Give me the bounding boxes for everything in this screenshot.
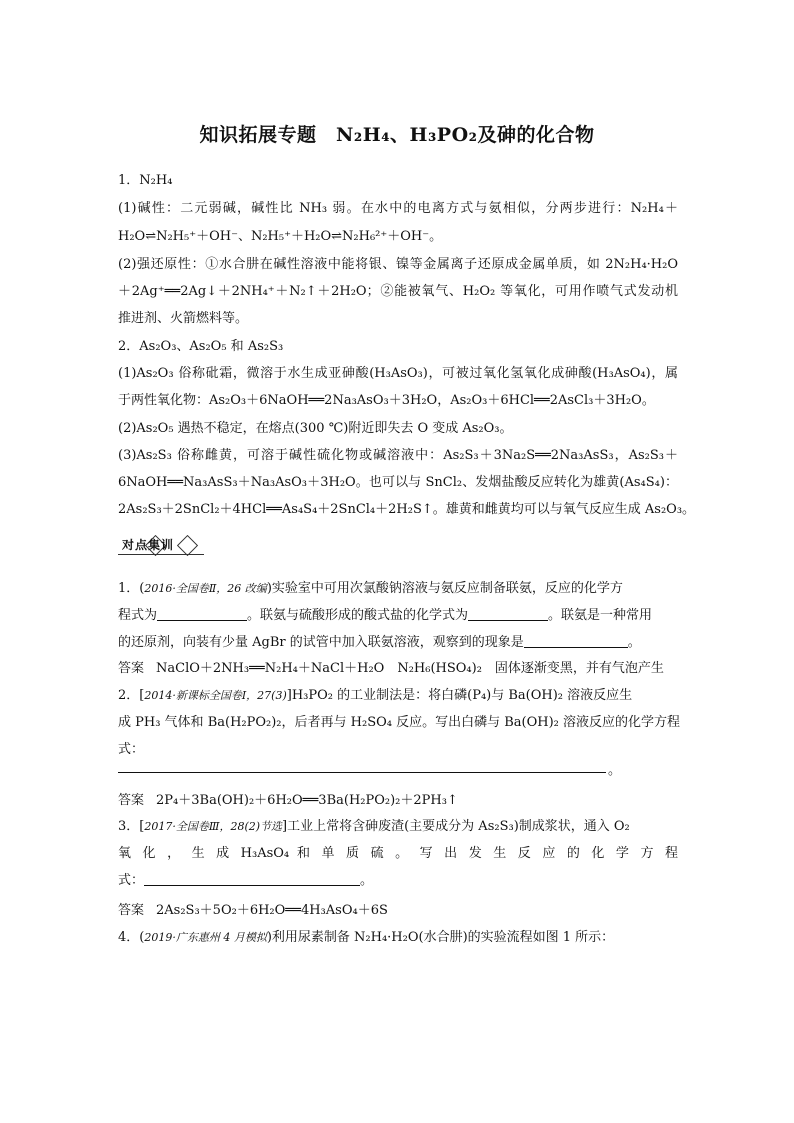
text-line: (1)As₂O₃ 俗称砒霜，微溶于水生成亚砷酸(H₃AsO₃)，可被过氧化氢氧化成砷酸(H₃AsO₄)，属 bbox=[118, 366, 678, 381]
text-line: 推进剂、火箭燃料等。 bbox=[118, 311, 249, 326]
question-3-answer: 答案 2As₂S₃＋5O₂＋6H₂O══4H₃AsO₄＋6S bbox=[118, 903, 388, 918]
question-source: 2017·全国卷Ⅲ，28(2)节选 bbox=[144, 820, 283, 833]
text-line: (1)碱性：二元弱碱，碱性比 NH₃ 弱。在水中的电离方式与氨相似，分两步进行：N₂H₄＋ bbox=[118, 201, 678, 216]
question-source: 2016·全国卷Ⅱ，26 改编 bbox=[144, 582, 267, 595]
page-title: 知识拓展专题 N₂H₄、H₃PO₂及砷的化合物 bbox=[199, 124, 595, 146]
question-source: 2014·新课标全国卷Ⅰ，27(3) bbox=[144, 689, 287, 702]
banner-label: 对点集训 bbox=[122, 538, 175, 552]
answer-blank[interactable] bbox=[468, 607, 548, 621]
question-source: 2019·广东惠州 4 月模拟 bbox=[144, 931, 267, 944]
text-line: 于两性氧化物：As₂O₃＋6NaOH══2Na₃AsO₃＋3H₂O，As₂O₃＋6HCl══2AsCl₃＋3H₂O。 bbox=[118, 393, 655, 408]
question-1-line-1: 1．(2016·全国卷Ⅱ，26 改编)实验室中可用次氯酸钠溶液与氨反应制备联氨，反应的化学方 bbox=[118, 581, 623, 596]
question-1-line-2: 程式为 。联氨与硫酸形成的酸式盐的化学式为 。联氨是一种常用 bbox=[118, 608, 653, 623]
question-3-line-1: 3．[2017·全国卷Ⅲ，28(2)节选]工业上常将含砷废渣(主要成分为 As₂S₃)制成浆状，通入 O₂ bbox=[118, 819, 630, 834]
text-line: 2As₂S₃＋2SnCl₂＋4HCl══As₄S₄＋2SnCl₄＋2H₂S↑。雄黄和雌黄均可以与氧气反应生成 As₂O₃。 bbox=[118, 502, 696, 517]
text-line: ＋2Ag⁺══2Ag↓＋2NH₄⁺＋N₂↑＋2H₂O；②能被氧气、H₂O₂ 等氧化，可用作喷气式发动机 bbox=[118, 284, 678, 299]
question-2-line-2: 成 PH₃ 气体和 Ba(H₂PO₂)₂，后者再与 H₂SO₄ 反应。写出白磷与 Ba(OH)₂ 溶液反应的化学方程 bbox=[118, 715, 681, 730]
question-4-line-1: 4．(2019·广东惠州 4 月模拟)利用尿素制备 N₂H₄·H₂O(水合肼)的实验流程如图 1 所示： bbox=[118, 930, 615, 945]
answer-blank[interactable] bbox=[118, 772, 606, 773]
answer-blank[interactable] bbox=[157, 607, 247, 621]
text-line: (3)As₂S₃ 俗称雌黄，可溶于碱性硫化物或碱溶液中：As₂S₃＋3Na₂S══2Na₃AsS₃，As₂S₃＋ bbox=[118, 448, 678, 463]
question-3-line-3: 式： 。 bbox=[118, 873, 374, 888]
text-line: H₂O⇌N₂H₅⁺＋OH⁻、N₂H₅⁺＋H₂O⇌N₂H₆²⁺＋OH⁻。 bbox=[118, 229, 443, 244]
answer-blank[interactable] bbox=[524, 634, 628, 648]
question-3-line-2: 氧 化 ， 生 成 H₃AsO₄ 和 单 质 硫 。 写 出 发 生 反 应 的 化 学 方 程 bbox=[118, 846, 678, 861]
text-line: (2)As₂O₅ 遇热不稳定，在熔点(300 ℃)附近即失去 O 变成 As₂O₃。 bbox=[118, 421, 513, 436]
banner-diamond-icon bbox=[177, 535, 198, 556]
text-line: 6NaOH══Na₃AsS₃＋Na₃AsO₃＋3H₂O。也可以与 SnCl₂、发烟盐酸反应转化为雄黄(As₄S₄)： bbox=[118, 475, 678, 490]
question-1-line-3: 的还原剂，向装有少量 AgBr 的试管中加入联氨溶液，观察到的现象是 。 bbox=[118, 635, 641, 650]
question-1-answer: 答案 NaClO＋2NH₃══N₂H₄＋NaCl＋H₂O N₂H₆(HSO₄)₂ 固体逐渐变黑，并有气泡产生 bbox=[118, 661, 664, 676]
section-1-heading: 1．N₂H₄ bbox=[118, 173, 173, 188]
banner-underline bbox=[118, 554, 204, 555]
question-2-line-3: 式： bbox=[118, 742, 145, 757]
blank-end-mark: 。 bbox=[608, 763, 622, 778]
section-2-heading: 2．As₂O₃、As₂O₅ 和 As₂S₃ bbox=[118, 339, 284, 354]
text-line: (2)强还原性：①水合肼在碱性溶液中能将银、镍等金属离子还原成金属单质，如 2N₂H₄·H₂O bbox=[118, 257, 678, 272]
practice-section-banner bbox=[118, 535, 204, 555]
answer-blank[interactable] bbox=[144, 872, 360, 886]
question-2-line-1: 2．[2014·新课标全国卷Ⅰ，27(3)]H₃PO₂ 的工业制法是：将白磷(P₄)与 Ba(OH)₂ 溶液反应生 bbox=[118, 688, 633, 703]
question-2-answer: 答案 2P₄＋3Ba(OH)₂＋6H₂O══3Ba(H₂PO₂)₂＋2PH₃↑ bbox=[118, 793, 458, 808]
